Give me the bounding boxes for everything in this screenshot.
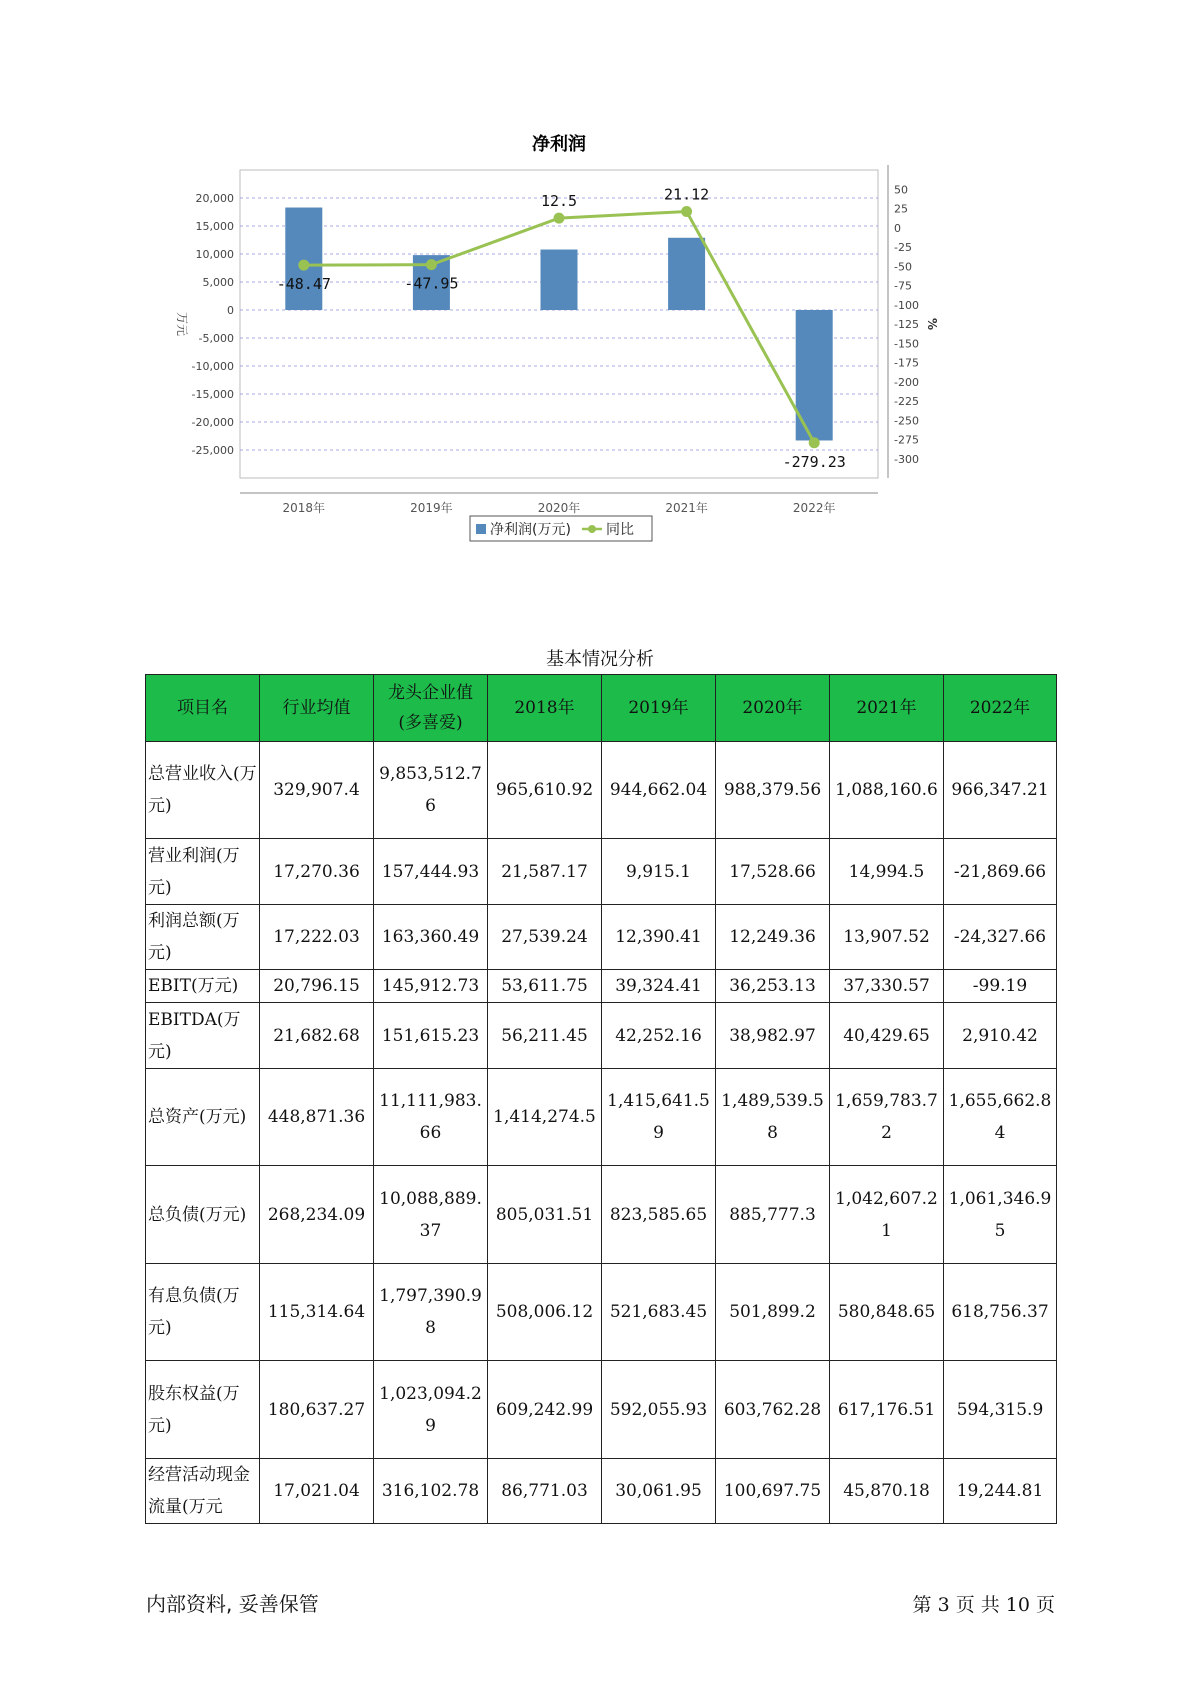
value-cell: 115,314.64 xyxy=(260,1264,374,1361)
y2-tick-label: -125 xyxy=(894,318,919,331)
y-tick-label: 10,000 xyxy=(195,248,234,261)
y-tick-label: 20,000 xyxy=(195,192,234,205)
header-cell: 2020年 xyxy=(716,675,830,742)
value-cell: 618,756.37 xyxy=(944,1264,1057,1361)
value-cell: 21,587.17 xyxy=(488,839,602,905)
y-tick-label: 0 xyxy=(227,304,234,317)
row-label-cell: 股东权益(万元) xyxy=(146,1361,260,1459)
value-cell: -24,327.66 xyxy=(944,905,1057,970)
footer-page-number: 第 3 页 共 10 页 xyxy=(912,1594,1055,1616)
y2-axis-label: % xyxy=(925,317,939,331)
table-row xyxy=(146,1459,1057,1524)
net-profit-chart xyxy=(170,125,1030,595)
data-label: -48.47 xyxy=(276,275,331,294)
header-cell: 2018年 xyxy=(488,675,602,742)
value-cell: 988,379.56 xyxy=(716,742,830,839)
value-cell: 1,489,539.58 xyxy=(716,1069,830,1166)
value-cell: 39,324.41 xyxy=(602,970,716,1003)
value-cell: 448,871.36 xyxy=(260,1069,374,1166)
value-cell: -21,869.66 xyxy=(944,839,1057,905)
chart-canvas xyxy=(170,125,1030,595)
row-label-cell: 营业利润(万元) xyxy=(146,839,260,905)
data-label: 21.12 xyxy=(664,185,710,204)
value-cell: 151,615.23 xyxy=(374,1003,488,1069)
y-tick-label: -25,000 xyxy=(191,444,234,457)
x-tick-label: 2020年 xyxy=(537,501,581,515)
yoy-point xyxy=(681,206,692,217)
y-tick-label: -20,000 xyxy=(191,416,234,429)
y2-tick-label: 25 xyxy=(894,202,908,216)
value-cell: 944,662.04 xyxy=(602,742,716,839)
yoy-line xyxy=(304,211,814,442)
value-cell: 10,088,889.37 xyxy=(374,1166,488,1264)
value-cell: 9,853,512.76 xyxy=(374,742,488,839)
value-cell: 966,347.21 xyxy=(944,742,1057,839)
value-cell: 521,683.45 xyxy=(602,1264,716,1361)
table-header-row xyxy=(146,675,1057,742)
value-cell: 965,610.92 xyxy=(488,742,602,839)
header-cell: 行业均值 xyxy=(260,675,374,742)
chart-title: 净利润 xyxy=(532,134,586,155)
y2-tick-label: -200 xyxy=(894,375,919,389)
y-axis-label: 万元 xyxy=(175,311,189,337)
y-tick-label: -10,000 xyxy=(191,360,234,373)
legend-bar-swatch xyxy=(476,524,486,534)
value-cell: 1,659,783.72 xyxy=(830,1069,944,1166)
value-cell: 508,006.12 xyxy=(488,1264,602,1361)
header-cell: 项目名 xyxy=(146,675,260,742)
value-cell: 17,222.03 xyxy=(260,905,374,970)
table-row xyxy=(146,1166,1057,1264)
value-cell: 805,031.51 xyxy=(488,1166,602,1264)
value-cell: 42,252.16 xyxy=(602,1003,716,1069)
table-row xyxy=(146,1361,1057,1459)
value-cell: 617,176.51 xyxy=(830,1361,944,1459)
value-cell: 180,637.27 xyxy=(260,1361,374,1459)
table-row xyxy=(146,1069,1057,1166)
value-cell: 17,528.66 xyxy=(716,839,830,905)
data-label: 12.5 xyxy=(540,192,578,211)
value-cell: 603,762.28 xyxy=(716,1361,830,1459)
y2-tick-label: -25 xyxy=(894,241,912,254)
value-cell: 157,444.93 xyxy=(374,839,488,905)
legend-bar-label: 净利润(万元) xyxy=(490,522,571,538)
y-tick-label: 15,000 xyxy=(195,220,234,233)
value-cell: 316,102.78 xyxy=(374,1459,488,1524)
value-cell: 86,771.03 xyxy=(488,1459,602,1524)
value-cell: 329,907.4 xyxy=(260,742,374,839)
value-cell: 36,253.13 xyxy=(716,970,830,1003)
header-cell: 2021年 xyxy=(830,675,944,742)
y2-tick-label: -275 xyxy=(894,433,919,447)
value-cell: 1,061,346.95 xyxy=(944,1166,1057,1264)
y2-tick-label: -300 xyxy=(894,452,919,466)
value-cell: 1,023,094.29 xyxy=(374,1361,488,1459)
value-cell: 1,042,607.21 xyxy=(830,1166,944,1264)
bar xyxy=(541,250,578,310)
value-cell: 11,111,983.66 xyxy=(374,1069,488,1166)
row-label-cell: 总营业收入(万元) xyxy=(146,742,260,839)
y2-tick-label: -100 xyxy=(894,298,919,312)
value-cell: 145,912.73 xyxy=(374,970,488,1003)
legend-line-marker xyxy=(588,525,596,533)
row-label-cell: 经营活动现金流量(万元 xyxy=(146,1459,260,1524)
yoy-point xyxy=(298,260,309,271)
value-cell: 37,330.57 xyxy=(830,970,944,1003)
value-cell: 38,982.97 xyxy=(716,1003,830,1069)
table-caption: 基本情况分析 xyxy=(546,649,654,670)
legend-line-label: 同比 xyxy=(606,522,634,538)
value-cell: 20,796.15 xyxy=(260,970,374,1003)
row-label-cell: EBIT(万元) xyxy=(146,970,260,1003)
yoy-point xyxy=(426,259,437,270)
value-cell: 268,234.09 xyxy=(260,1166,374,1264)
y2-tick-label: 50 xyxy=(894,183,908,197)
y2-tick-label: -250 xyxy=(894,414,919,428)
y2-tick-label: -150 xyxy=(894,337,919,351)
value-cell: 501,899.2 xyxy=(716,1264,830,1361)
y-tick-label: -5,000 xyxy=(198,332,234,345)
value-cell: 2,910.42 xyxy=(944,1003,1057,1069)
y-tick-label: 5,000 xyxy=(202,276,234,289)
table-row xyxy=(146,1264,1057,1361)
y2-tick-label: -50 xyxy=(894,260,912,274)
value-cell: 40,429.65 xyxy=(830,1003,944,1069)
yoy-point xyxy=(809,437,820,448)
footer-confidential: 内部资料, 妥善保管 xyxy=(146,1592,319,1616)
value-cell: 1,414,274.5 xyxy=(488,1069,602,1166)
y2-tick-label: -225 xyxy=(894,395,919,408)
value-cell: 12,249.36 xyxy=(716,905,830,970)
value-cell: 163,360.49 xyxy=(374,905,488,970)
table-row xyxy=(146,742,1057,839)
value-cell: 14,994.5 xyxy=(830,839,944,905)
value-cell: 823,585.65 xyxy=(602,1166,716,1264)
yoy-point xyxy=(554,213,565,224)
header-cell: 2019年 xyxy=(602,675,716,742)
basic-analysis-table xyxy=(145,674,1057,1524)
table-row xyxy=(146,1003,1057,1069)
value-cell: 27,539.24 xyxy=(488,905,602,970)
x-tick-label: 2021年 xyxy=(665,501,708,515)
value-cell: 21,682.68 xyxy=(260,1003,374,1069)
value-cell: 1,797,390.98 xyxy=(374,1264,488,1361)
value-cell: 30,061.95 xyxy=(602,1459,716,1524)
header-cell: 2022年 xyxy=(944,675,1057,742)
table-row xyxy=(146,970,1057,1003)
y-tick-label: -15,000 xyxy=(191,388,234,401)
value-cell: 13,907.52 xyxy=(830,905,944,970)
value-cell: 580,848.65 xyxy=(830,1264,944,1361)
value-cell: 885,777.3 xyxy=(716,1166,830,1264)
x-tick-label: 2018年 xyxy=(282,501,326,515)
row-label-cell: EBITDA(万元) xyxy=(146,1003,260,1069)
value-cell: 594,315.9 xyxy=(944,1361,1057,1459)
value-cell: 53,611.75 xyxy=(488,970,602,1003)
value-cell: 56,211.45 xyxy=(488,1003,602,1069)
data-label: -47.95 xyxy=(404,274,459,293)
value-cell: 1,655,662.84 xyxy=(944,1069,1057,1166)
value-cell: 45,870.18 xyxy=(830,1459,944,1524)
value-cell: 17,021.04 xyxy=(260,1459,374,1524)
value-cell: 1,415,641.59 xyxy=(602,1069,716,1166)
header-cell: 龙头企业值(多喜爱) xyxy=(374,675,488,742)
value-cell: 19,244.81 xyxy=(944,1459,1057,1524)
value-cell: 17,270.36 xyxy=(260,839,374,905)
x-tick-label: 2022年 xyxy=(792,501,836,515)
value-cell: 609,242.99 xyxy=(488,1361,602,1459)
row-label-cell: 总负债(万元) xyxy=(146,1166,260,1264)
table-row xyxy=(146,839,1057,905)
table-row xyxy=(146,905,1057,970)
row-label-cell: 总资产(万元) xyxy=(146,1069,260,1166)
row-label-cell: 有息负债(万元) xyxy=(146,1264,260,1361)
data-label: -279.23 xyxy=(782,452,846,471)
y2-tick-label: -75 xyxy=(894,279,912,293)
row-label-cell: 利润总额(万元) xyxy=(146,905,260,970)
value-cell: 12,390.41 xyxy=(602,905,716,970)
value-cell: 1,088,160.6 xyxy=(830,742,944,839)
bar xyxy=(285,208,322,310)
value-cell: 100,697.75 xyxy=(716,1459,830,1524)
x-tick-label: 2019年 xyxy=(410,501,453,515)
value-cell: 592,055.93 xyxy=(602,1361,716,1459)
value-cell: -99.19 xyxy=(944,970,1057,1003)
bar xyxy=(668,238,705,310)
y2-tick-label: -175 xyxy=(894,356,919,370)
value-cell: 9,915.1 xyxy=(602,839,716,905)
y2-tick-label: 0 xyxy=(894,221,901,235)
